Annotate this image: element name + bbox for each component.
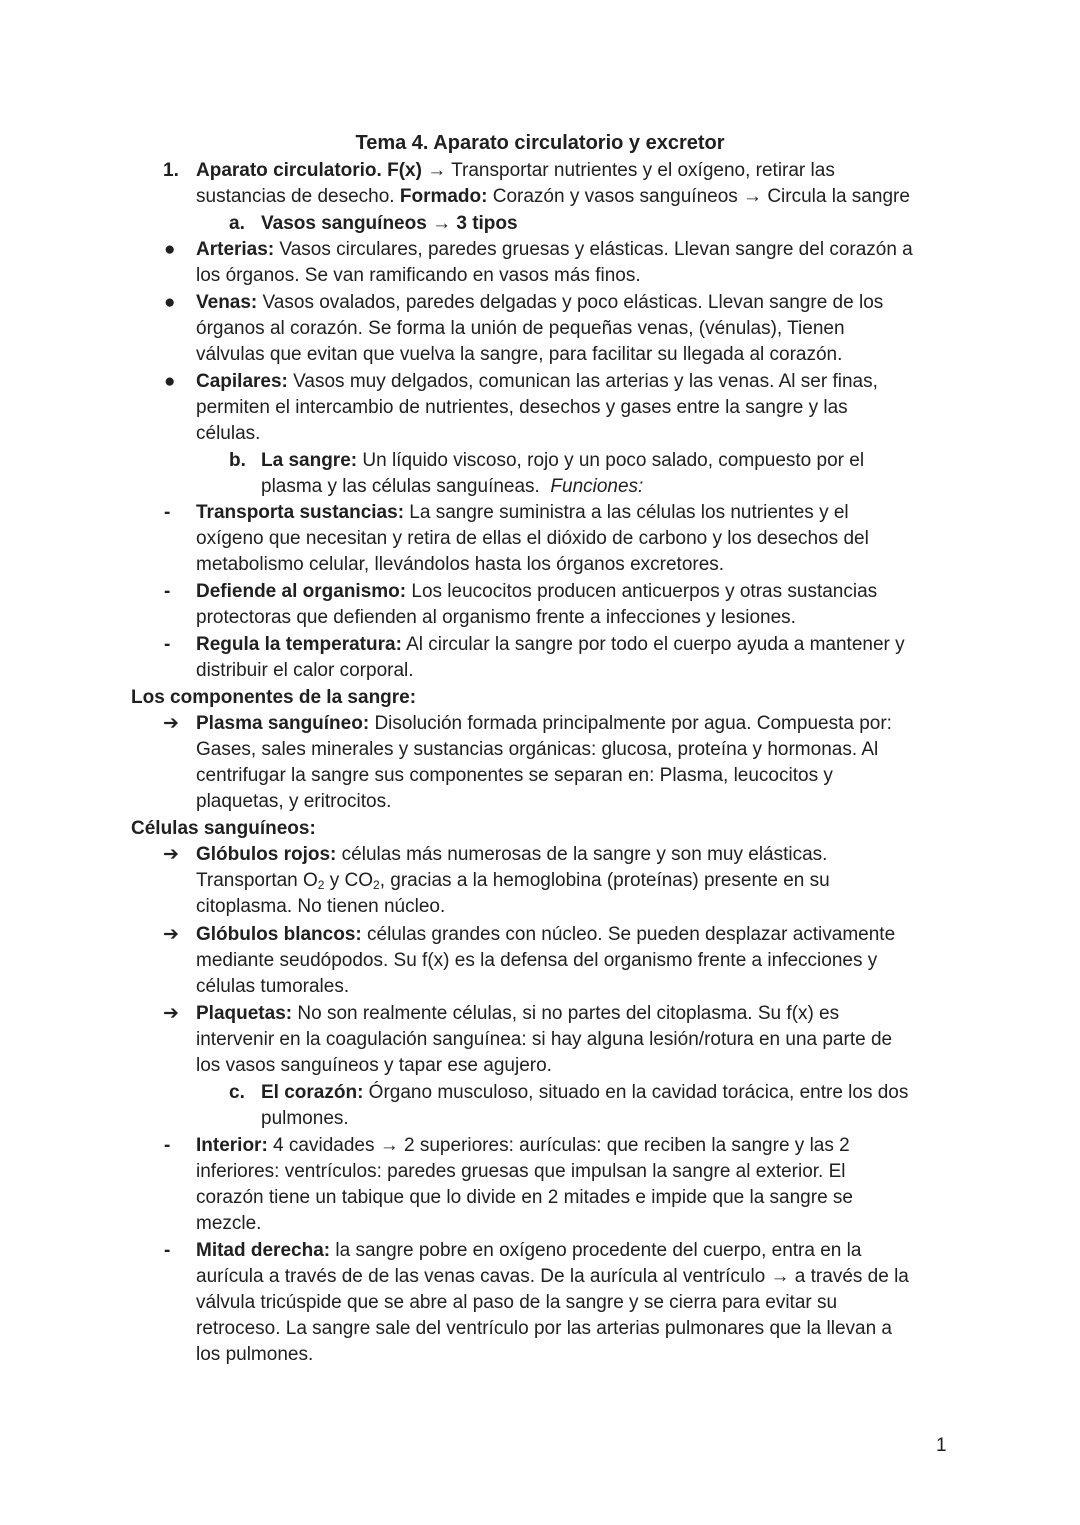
formado-label: Formado: <box>399 186 488 207</box>
transporta-line-3: metabolismo celular, llevándolos hasta los órganos excretores. <box>196 554 725 575</box>
plaquetas-line-1: Plaquetas: No son realmente células, si no partes del citoplasma. Su f(x) es <box>196 1003 840 1024</box>
arrow-icon: ➔ <box>163 924 179 945</box>
section-1-label: Aparato circulatorio. F(x) <box>196 160 422 181</box>
capilares-line-3: células. <box>196 423 261 444</box>
list-letter-c: c. <box>229 1082 245 1103</box>
celulas-heading: Células sanguíneos: <box>131 818 316 839</box>
arrow-icon: ➔ <box>163 713 179 734</box>
arterias-line-2: los órganos. Se van ramificando en vasos más finos. <box>196 265 641 286</box>
interior-line-3: corazón tiene un tabique que lo divide en 2 mitades e impide que la sangre se <box>196 1187 853 1208</box>
regula-line-2: distribuir el calor corporal. <box>196 660 414 681</box>
capilares-line-2: permiten el intercambio de nutrientes, desechos y gases entre la sangre y las <box>196 397 848 418</box>
dash-marker: - <box>164 581 171 602</box>
dash-marker: - <box>164 1240 171 1261</box>
mitad-line-2: aurícula a través de de las venas cavas. De la aurícula al ventrículo → a través de la <box>196 1266 909 1287</box>
mitad-line-3: válvula tricúspide que se abre al paso de la sangre y se cierra para evitar su <box>196 1292 838 1313</box>
plaquetas-line-3: los vasos sanguíneos y tapar ese agujero. <box>196 1055 552 1076</box>
rojos-line-1: Glóbulos rojos: células más numerosas de la sangre y son muy elásticas. <box>196 844 828 865</box>
bullet-icon: ● <box>164 292 176 313</box>
blancos-line-3: células tumorales. <box>196 976 350 997</box>
corazon-line-2: pulmones. <box>261 1108 349 1129</box>
dash-marker: - <box>164 634 171 655</box>
bullet-icon: ● <box>164 239 176 260</box>
arrow-icon: ➔ <box>163 1003 179 1024</box>
capilares-line-1: Capilares: Vasos muy delgados, comunican las arterias y las venas. Al ser finas, <box>196 371 878 392</box>
plasma-line-4: plaquetas, y eritrocitos. <box>196 791 392 812</box>
corazon-line-1: El corazón: Órgano musculoso, situado en la cavidad torácica, entre los dos <box>261 1082 909 1103</box>
defiende-line-2: protectoras que defienden al organismo frente a infecciones y lesiones. <box>196 607 796 628</box>
arrow-icon: ➔ <box>163 844 179 865</box>
blancos-line-1: Glóbulos blancos: células grandes con núcleo. Se pueden desplazar activamente <box>196 924 896 945</box>
list-letter-a: a. <box>229 213 245 234</box>
regula-line-1: Regula la temperatura: Al circular la sangre por todo el cuerpo ayuda a mantener y <box>196 634 905 655</box>
page-number: 1 <box>936 1435 947 1456</box>
sangre-line-2: plasma y las células sanguíneas. Funciones: <box>261 476 644 497</box>
blancos-line-2: mediante seudópodos. Su f(x) es la defensa del organismo frente a infecciones y <box>196 950 878 971</box>
list-number: 1. <box>163 160 179 181</box>
funciones-label: Funciones: <box>550 476 644 497</box>
transporta-line-1: Transporta sustancias: La sangre suministra a las células los nutrientes y el <box>196 502 849 523</box>
rojos-line-2: Transportan $O_2$ y $CO_2$, gracias a la hemoglobina (proteínas) presente en su <box>196 870 830 892</box>
section-1-line-1: Aparato circulatorio. F(x) → Transportar nutrientes y el oxígeno, retirar las <box>196 160 835 181</box>
bullet-icon: ● <box>164 371 176 392</box>
page-title: Tema 4. Aparato circulatorio y excretor <box>355 132 725 154</box>
arterias-line-1: Arterias: Vasos circulares, paredes gruesas y elásticas. Llevan sangre del corazón a <box>196 239 913 260</box>
sangre-line-1: La sangre: Un líquido viscoso, rojo y un poco salado, compuesto por el <box>261 450 865 471</box>
dash-marker: - <box>164 502 171 523</box>
defiende-line-1: Defiende al organismo: Los leucocitos producen anticuerpos y otras sustancias <box>196 581 878 602</box>
interior-line-2: inferiores: ventrículos: paredes gruesas que impulsan la sangre al exterior. El <box>196 1161 846 1182</box>
plasma-line-2: Gases, sales minerales y sustancias orgánicas: glucosa, proteína y hormonas. Al <box>196 739 879 760</box>
subheading-vasos: Vasos sanguíneos → 3 tipos <box>261 213 518 234</box>
venas-line-2: órganos al corazón. Se forma la unión de pequeñas venas, (vénulas), Tienen <box>196 318 845 339</box>
rojos-line-3: citoplasma. No tienen núcleo. <box>196 896 446 917</box>
mitad-line-4: retroceso. La sangre sale del ventrículo por las arterias pulmonares que la llevan a <box>196 1318 892 1339</box>
transporta-line-2: oxígeno que necesitan y retira de ellas el dióxido de carbono y los desechos del <box>196 528 869 549</box>
mitad-line-5: los pulmones. <box>196 1344 314 1365</box>
plaquetas-line-2: intervenir en la coagulación sanguínea: si hay alguna lesión/rotura en una parte de <box>196 1029 893 1050</box>
plasma-line-1: Plasma sanguíneo: Disolución formada principalmente por agua. Compuesta por: <box>196 713 892 734</box>
venas-line-1: Venas: Vasos ovalados, paredes delgadas y poco elásticas. Llevan sangre de los <box>196 292 884 313</box>
section-1-line-2: sustancias de desecho. Formado: Corazón y vasos sanguíneos → Circula la sangre <box>196 186 910 207</box>
interior-line-4: mezcle. <box>196 1213 262 1234</box>
componentes-heading: Los componentes de la sangre: <box>131 687 417 708</box>
dash-marker: - <box>164 1135 171 1156</box>
list-letter-b: b. <box>229 450 246 471</box>
venas-line-3: válvulas que evitan que vuelva la sangre, para facilitar su llegada al corazón. <box>196 344 843 365</box>
mitad-line-1: Mitad derecha: la sangre pobre en oxígeno procedente del cuerpo, entra en la <box>196 1240 862 1261</box>
interior-line-1: Interior: 4 cavidades → 2 superiores: aurículas: que reciben la sangre y las 2 <box>196 1135 850 1156</box>
plasma-line-3: centrifugar la sangre sus componentes se separan en: Plasma, leucocitos y <box>196 765 833 786</box>
